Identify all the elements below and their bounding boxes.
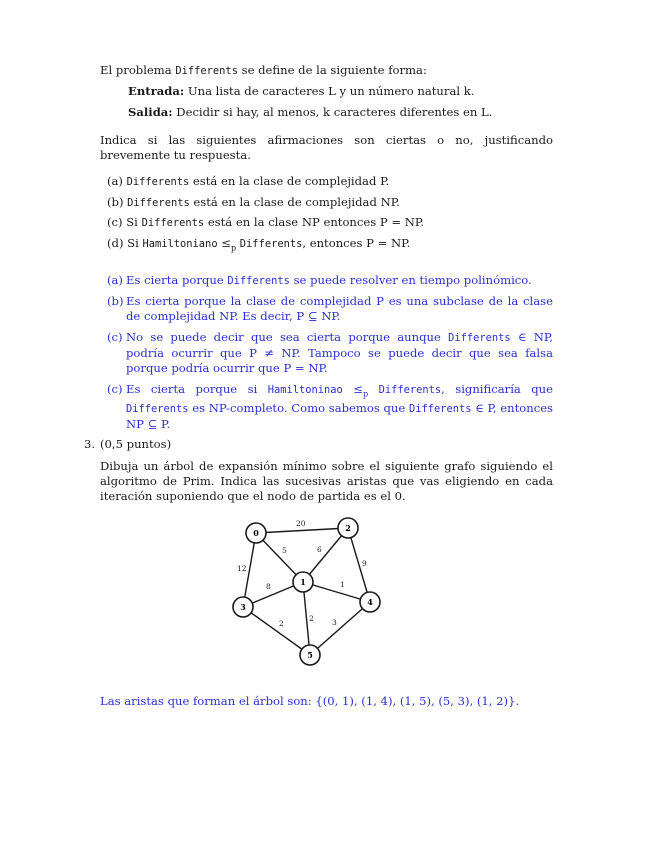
intro-text: El problema	[100, 63, 176, 77]
problem-definition-line	[100, 63, 553, 79]
instruction-text: Indica si las siguientes afirmaciones son ciertas o no, justificando brevemente tu respuesta.	[100, 133, 553, 162]
statement-text: está en la clase de complejidad NP.	[189, 195, 400, 209]
edge-0-2	[256, 528, 348, 533]
answer-c	[107, 330, 553, 376]
statement-d	[107, 236, 553, 255]
weight-3-5: 2	[279, 619, 284, 628]
final-answer-text: Las aristas que forman el árbol son:	[100, 694, 316, 708]
graph-nodes	[233, 518, 380, 665]
weight-2-4: 9	[362, 559, 367, 568]
edge-4-5	[310, 602, 370, 655]
answer-code: Differents	[378, 384, 442, 396]
node-label: 3	[240, 602, 246, 612]
input-definition	[128, 84, 558, 99]
answer-text: ∈ P, entonces NP ⊆ P.	[126, 401, 554, 432]
input-label: Entrada:	[128, 84, 185, 98]
question-3-text	[100, 459, 553, 504]
input-text: Una lista de caracteres L y un número natural k.	[187, 84, 475, 98]
statement-label: (c)	[107, 215, 123, 229]
answer-code: Hamiltoninao	[267, 384, 343, 396]
question-3-points	[100, 437, 553, 452]
weight-0-3: 12	[237, 564, 247, 573]
node-0	[246, 523, 266, 543]
answer-text	[368, 382, 378, 396]
answer-text: es NP-completo. Como sabemos que	[188, 401, 409, 416]
reduction-subscript: p	[230, 243, 237, 253]
problem-name-code: Differents	[175, 65, 238, 77]
output-text: Decidir si hay, al menos, k caracteres diferentes en L.	[176, 105, 493, 119]
answer-d	[107, 382, 553, 432]
answer-code: Differents	[408, 403, 472, 416]
weight-1-4: 1	[340, 580, 345, 589]
statement-label: (b)	[107, 195, 124, 209]
node-5	[300, 645, 320, 665]
statement-text: Si	[126, 215, 142, 229]
answer-text: ∈ NP, podría ocurrir que P ≠ NP. Tampoco se puede decir que sea falsa porque podría ocurrir que P = NP.	[126, 330, 553, 375]
weight-4-5: 3	[332, 618, 337, 627]
statement-text: , entonces P = NP.	[302, 236, 411, 250]
question-points: (0,5 puntos)	[100, 437, 172, 451]
answer-text: No se puede decir que sea cierta porque aunque	[126, 330, 449, 344]
answer-code: Differents	[126, 403, 189, 416]
edge-3-5	[243, 607, 310, 655]
answer-text: Es cierta porque si	[126, 382, 268, 396]
answer-label: (c)	[107, 330, 123, 344]
statement-label: (d)	[107, 236, 124, 250]
graph-figure	[220, 510, 400, 670]
instruction-paragraph	[100, 133, 553, 163]
answer-text: se puede resolver en tiempo polinómico.	[289, 273, 532, 287]
weight-1-5: 2	[309, 614, 314, 623]
answer-code: Differents	[448, 332, 511, 344]
reduction-symbol: ≤	[217, 236, 231, 250]
node-label: 5	[307, 650, 313, 660]
answer-a	[107, 273, 553, 289]
node-3	[233, 597, 253, 617]
node-1	[293, 572, 313, 592]
statement-label: (a)	[107, 174, 123, 188]
node-label: 1	[300, 577, 306, 587]
statement-code: Hamiltoniano	[142, 238, 218, 250]
statement-text: está en la clase de complejidad P.	[189, 174, 390, 188]
answer-code: Differents	[227, 275, 290, 287]
question-text: Dibuja un árbol de expansión mínimo sobre el siguiente grafo siguiendo el algoritmo de Prim. Indica las sucesivas aristas que vas eligiendo en cada iteración suponiendo que el nodo de partida es el 0.	[100, 459, 553, 503]
weight-3-1: 8	[266, 582, 271, 591]
answer-text: Es cierta porque la clase de complejidad P es una subclase de la clase de complejidad NP. Es decir, P ⊆ NP.	[126, 294, 553, 323]
node-label: 0	[253, 528, 259, 538]
statement-text: Si	[127, 236, 143, 250]
answer-text: Es cierta porque	[126, 273, 228, 287]
output-label: Salida:	[128, 105, 173, 119]
question-3-number	[84, 437, 95, 452]
statement-text: está en la clase NP entonces P = NP.	[204, 215, 425, 229]
reduction-subscript: p	[362, 389, 369, 399]
node-label: 2	[345, 523, 351, 533]
weight-0-2: 20	[296, 519, 306, 528]
statement-code: Differents	[127, 197, 190, 209]
node-label: 4	[367, 597, 373, 607]
weight-0-1: 5	[282, 546, 287, 555]
answer-label: (b)	[107, 294, 124, 308]
statement-a	[107, 174, 553, 190]
statement-code: Differents	[126, 176, 190, 188]
answer-label: (c)	[107, 382, 123, 396]
node-4	[360, 592, 380, 612]
intro-text-end: se define de la siguiente forma:	[237, 63, 427, 77]
reduction-symbol: ≤	[342, 382, 363, 396]
answer-label: (a)	[107, 273, 123, 287]
statement-code: Differents	[239, 238, 303, 250]
answer-b	[107, 294, 553, 324]
final-answer-set: {(0, 1), (1, 4), (1, 5), (5, 3), (1, 2)}.	[315, 694, 520, 708]
answer-text: , significaría que	[441, 382, 554, 396]
statement-b	[107, 195, 553, 211]
statement-code: Differents	[141, 217, 205, 229]
node-2	[338, 518, 358, 538]
output-definition	[128, 105, 558, 120]
weight-1-2: 6	[317, 545, 322, 554]
question-number: 3.	[84, 437, 96, 451]
statement-c	[107, 215, 553, 231]
final-answer	[100, 694, 560, 709]
